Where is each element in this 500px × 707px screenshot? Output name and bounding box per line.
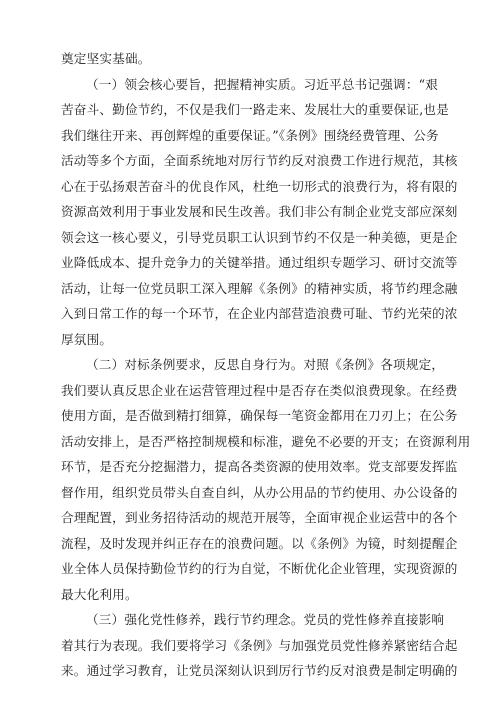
text-line: （二）对标条例要求，反思自身行为。对照《条例》各项规定， [86, 357, 445, 372]
text-line: 合理配置，到业务招待活动的规范开展等，全面审视企业运营中的各个 [61, 510, 458, 525]
text-line: 来。通过学习教育，让党员深刻认识到厉行节约反对浪费是制定明确的 [61, 663, 458, 678]
text-line: 活动安排上，是否严格控制规模和标准，避免不必要的开支；在资源利用 [61, 433, 471, 449]
text-line: 使用方面，是否做到精打细算，确保每一笔资金都用在刀刃上；在公务 [61, 408, 458, 423]
text-line: 活动等多个方面，全面系统地对厉行节约反对浪费工作进行规范，其核 [61, 153, 458, 168]
text-line: 督作用，组织党员带头自查自纠，从办公用品的节约使用、办公设备的 [61, 484, 458, 500]
text-line: （一）领会核心要旨，把握精神实质。习近平总书记强调：“艰 [86, 76, 439, 92]
document-page [61, 46, 471, 684]
text-line: 环节，是否充分挖掘潜力，提高各类资源的使用效率。党支部要发挥监 [61, 459, 458, 474]
text-line: 苦奋斗、勤俭节约，不仅是我们一路走来、发展壮大的重要保证,也是 [61, 102, 450, 117]
text-line: 流程，及时发现并纠正存在的浪费问题。以《条例》为镜，时刻提醒企 [61, 535, 458, 551]
text-line: 领会这一核心要义，引导党员职工认识到节约不仅是一种美德，更是企 [61, 229, 458, 245]
text-line: 入到日常工作的每一个环节，在企业内部营造浪费可耻、节约光荣的浓 [61, 306, 458, 321]
text-line: 资源高效利用于事业发展和民生改善。我们非公有制企业党支部应深刻 [61, 204, 458, 219]
text-line: 我们要认真反思企业在运营管理过程中是否存在类似浪费现象。在经费 [61, 382, 458, 398]
text-line: 奠定坚实基础。 [61, 51, 151, 66]
text-line: 活动，让每一位党员职工深入理解《条例》的精神实质，将节约理念融 [61, 280, 458, 296]
text-line: （三）强化党性修养，践行节约理念。党员的党性修养直接影响 [86, 612, 445, 627]
text-line: 业降低成本、提升竞争力的关键举措。通过组织专题学习、研讨交流等 [61, 255, 458, 270]
document-body [61, 46, 471, 684]
text-line: 心在于弘扬艰苦奋斗的优良作风，杜绝一切形式的浪费行为，将有限的 [61, 178, 458, 194]
text-line: 业全体人员保持勤俭节约的行为自觉，不断优化企业管理，实现资源的 [61, 561, 458, 576]
text-line: 厚氛围。 [61, 331, 113, 347]
text-line: 我们继往开来、再创辉煌的重要保证。”《条例》围绕经费管理、公务 [61, 127, 439, 143]
text-line: 着其行为表现。我们要将学习《条例》与加强党员党性修养紧密结合起 [61, 637, 458, 653]
text-line: 最大化利用。 [61, 586, 138, 602]
